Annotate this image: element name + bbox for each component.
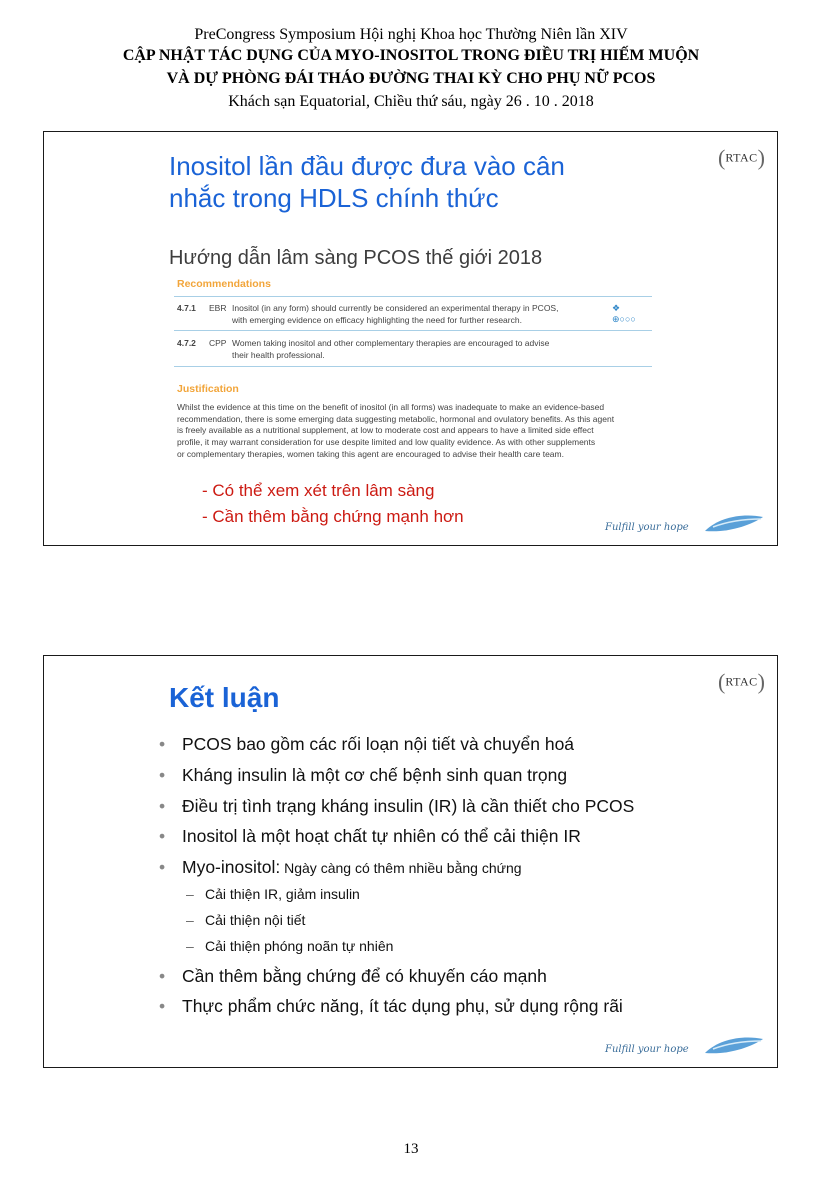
header-line-4: Khách sạn Equatorial, Chiều thứ sáu, ngày 26 . 10 . 2018 [228, 93, 594, 110]
slide-2-title: Kết luận [169, 682, 280, 713]
slide-1 [43, 131, 778, 546]
list-item-text: Thực phẩm chức năng, ít tác dụng phụ, sử dụng rộng rãi [182, 996, 623, 1016]
sub-list-item-text: Cải thiện phóng noãn tự nhiên [205, 938, 394, 954]
list-item-text: PCOS bao gồm các rối loạn nội tiết và chuyển hoá [182, 734, 575, 754]
leaf-icon [703, 511, 765, 535]
justification-line: is freely available as a nutritional supplement, at low to moderate cost and appears to have a limited side effect [177, 425, 594, 436]
recommendation-text-line: with emerging evidence on efficacy highlighting the need for further research. [232, 315, 522, 325]
tagline: Fulfill your hope [605, 1044, 689, 1055]
divider [174, 366, 652, 367]
slide-2 [43, 655, 778, 1068]
myo-inositol-label: Myo-inositol: [182, 857, 281, 877]
justification-line: profile, it may warrant consideration for use despite limited and low quality evidence. As with other supplements [177, 437, 596, 448]
dash-icon: – [186, 886, 194, 902]
slide-1-title-line-1: Inositol lần đầu được đưa vào cân [169, 151, 565, 181]
fulfill-your-hope-logo [605, 509, 765, 535]
sub-list-item-text: Cải thiện nội tiết [205, 912, 306, 928]
recommendation-text-line: Inositol (in any form) should currently be considered an experimental therapy in PCOS, [232, 303, 559, 313]
bullet-icon: • [159, 826, 166, 846]
slide-1-note: - Cần thêm bằng chứng mạnh hơn [202, 507, 464, 526]
bullet-icon: • [159, 796, 166, 816]
recommendation-number: 4.7.1 [177, 303, 196, 313]
bullet-icon: • [159, 966, 166, 986]
header-line-2: CẬP NHẬT TÁC DỤNG CỦA MYO-INOSITOL TRONG ĐIỀU TRỊ HIẾM MUỘN [122, 47, 700, 64]
divider [174, 330, 652, 331]
justification-text [177, 402, 649, 461]
rtac-logo: (RTAC) [718, 669, 765, 694]
justification-line: or complementary therapies, women taking this agent are encouraged to advise their health care team. [177, 448, 564, 459]
recommendation-type: CPP [209, 338, 227, 348]
list-item-text: Kháng insulin là một cơ chế bệnh sinh quan trọng [182, 765, 568, 785]
recommendations-heading: Recommendations [177, 278, 271, 290]
bullet-icon: • [159, 996, 166, 1016]
evidence-certainty-mark: ⊕○○○ [612, 314, 636, 324]
slide-1-note: - Có thể xem xét trên lâm sàng [202, 481, 435, 500]
bullet-icon: • [159, 765, 166, 785]
slide-1-title [169, 150, 649, 214]
header-line-1: PreCongress Symposium Hội nghị Khoa học Thường Niên lần XIV [194, 26, 628, 43]
list-item-text: Inositol là một hoạt chất tự nhiên có thể cải thiện IR [182, 826, 581, 846]
fulfill-your-hope-logo [605, 1031, 765, 1057]
rtac-logo-text: RTAC [725, 674, 758, 689]
evidence-grade-icon [612, 303, 636, 325]
recommendation-type: EBR [209, 303, 227, 313]
rtac-logo: (RTAC) [718, 145, 765, 170]
slide-1-subtitle: Hướng dẫn lâm sàng PCOS thế giới 2018 [169, 247, 543, 269]
list-item-text: Cần thêm bằng chứng để có khuyến cáo mạnh [182, 966, 547, 986]
myo-inositol-detail: Ngày càng có thêm nhiều bằng chứng [280, 860, 522, 876]
bullet-icon: • [159, 734, 166, 754]
recommendation-text-line: Women taking inositol and other complementary therapies are encouraged to advise [232, 338, 550, 348]
header-line-3: VÀ DỰ PHÒNG ĐÁI THÁO ĐƯỜNG THAI KỲ CHO PHỤ NỮ PCOS [166, 70, 656, 87]
rtac-logo-text: RTAC [725, 150, 758, 165]
justification-line: Whilst the evidence at this time on the benefit of inositol (in all forms) was inadequate to make an evidence-based [177, 402, 605, 412]
list-item-text: Điều trị tình trạng kháng insulin (IR) là cần thiết cho PCOS [182, 796, 635, 816]
dash-icon: – [186, 938, 194, 954]
dash-icon: – [186, 912, 194, 928]
divider [174, 296, 652, 297]
page-number: 13 [403, 1141, 419, 1157]
tagline: Fulfill your hope [605, 522, 689, 533]
evidence-grade-mark: ❖ [612, 303, 621, 313]
recommendation-number: 4.7.2 [177, 338, 196, 348]
leaf-icon [703, 1033, 765, 1057]
slide-1-title-line-2: nhắc trong HDLS chính thức [169, 183, 499, 213]
justification-heading: Justification [177, 383, 239, 395]
bullet-icon: • [159, 857, 166, 877]
recommendation-text-line: their health professional. [232, 350, 325, 360]
sub-list-item-text: Cải thiện IR, giảm insulin [205, 886, 360, 902]
justification-line: recommendation, there is some emerging data suggesting metabolic, hormonal and ovulatory benefits. As this agent [177, 413, 615, 424]
